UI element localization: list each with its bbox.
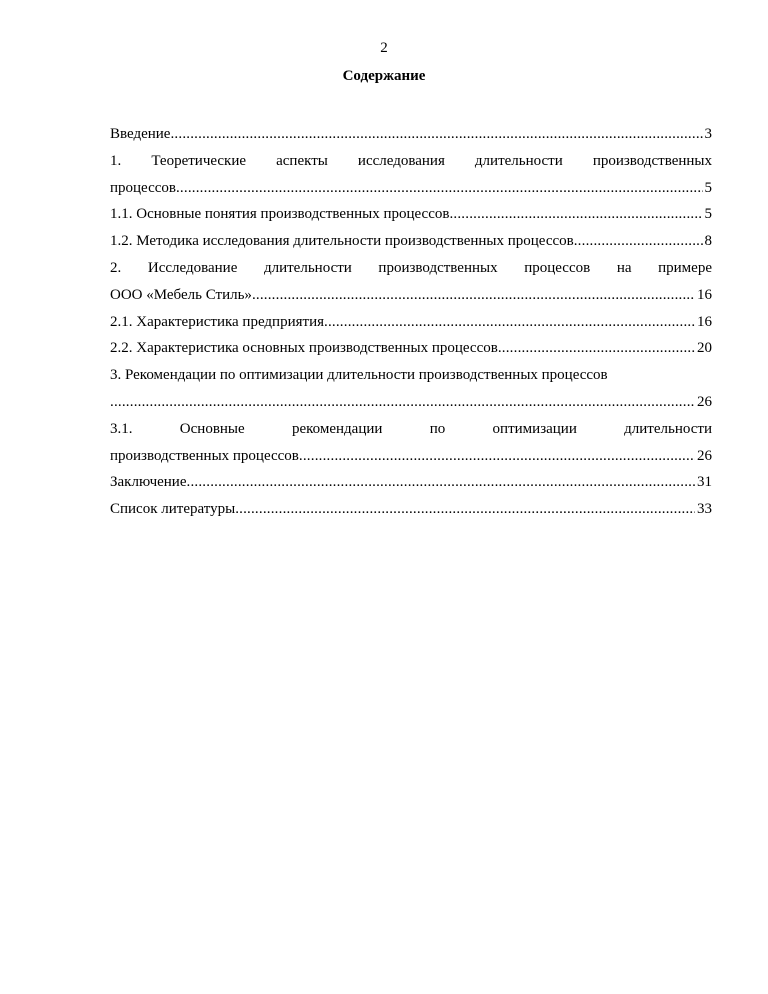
toc-entry-section-3-1[interactable] (110, 443, 712, 470)
toc-entry-chapter-3-line1[interactable] (110, 362, 712, 389)
toc-entry-page: 8 (704, 233, 712, 250)
toc-entry-text: Заключение (110, 474, 187, 491)
toc-entry-chapter-2[interactable] (110, 282, 712, 309)
toc-entry-page: 5 (704, 206, 712, 223)
toc-entry-page: 5 (704, 179, 712, 196)
toc-entry-page: 16 (697, 313, 712, 330)
dot-leader (187, 469, 696, 496)
dot-leader (449, 201, 702, 228)
toc-entry-introduction[interactable] (110, 121, 712, 148)
toc-entry-text: 2. Исследование длительности производственных процессов на примере (110, 259, 712, 276)
toc-entry-text: производственных процессов (110, 447, 299, 464)
toc-entry-text: 3. Рекомендации по оптимизации длительности производственных процессов (110, 367, 608, 384)
dot-leader (324, 309, 695, 336)
toc-entry-page: 3 (704, 126, 712, 142)
toc-entry-chapter-3[interactable] (110, 389, 712, 416)
toc-entry-text: 1. Теоретические аспекты исследования длительности производственных (110, 152, 712, 169)
toc-entry-text: 1.1. Основные понятия производственных процессов (110, 206, 450, 223)
dot-leader (235, 496, 695, 523)
toc-entry-page: 33 (697, 501, 712, 518)
toc-entry-section-2-2[interactable] (110, 335, 712, 362)
dot-leader (574, 228, 703, 255)
toc-entry-page: 26 (697, 393, 712, 410)
toc-entry-section-1-2[interactable] (110, 228, 712, 255)
toc-entry-section-2-1[interactable] (110, 309, 712, 336)
table-of-contents (110, 121, 712, 523)
dot-leader (252, 282, 695, 309)
toc-entry-text: Введение (110, 126, 171, 142)
toc-entry-page: 20 (697, 340, 712, 357)
dot-leader (110, 389, 695, 416)
toc-entry-text: процессов (110, 179, 176, 196)
toc-entry-page: 31 (697, 474, 712, 491)
page-title: Содержание (342, 68, 426, 84)
toc-entry-text: ООО «Мебель Стиль» (110, 286, 252, 303)
dot-leader (176, 175, 703, 202)
toc-entry-chapter-1-line1[interactable] (110, 148, 712, 175)
toc-entry-text: 2.2. Характеристика основных производственных процессов (110, 340, 498, 357)
page-number: 2 (380, 40, 388, 56)
toc-entry-section-1-1[interactable] (110, 201, 712, 228)
toc-entry-text: Список литературы (110, 501, 236, 518)
toc-entry-page: 16 (697, 286, 712, 303)
toc-entry-chapter-1[interactable] (110, 175, 712, 202)
toc-entry-text: 3.1. Основные рекомендации по оптимизации длительности (110, 420, 712, 437)
toc-entry-section-3-1-line1[interactable] (110, 416, 712, 443)
toc-entry-text: 1.2. Методика исследования длительности производственных процессов (110, 233, 574, 250)
dot-leader (299, 443, 695, 470)
toc-entry-conclusion[interactable] (110, 469, 712, 496)
toc-entry-chapter-2-line1[interactable] (110, 255, 712, 282)
dot-leader (498, 335, 695, 362)
toc-entry-bibliography[interactable] (110, 496, 712, 523)
dot-leader (170, 121, 702, 148)
toc-entry-text: 2.1. Характеристика предприятия (110, 313, 324, 330)
toc-entry-page: 26 (697, 447, 712, 464)
